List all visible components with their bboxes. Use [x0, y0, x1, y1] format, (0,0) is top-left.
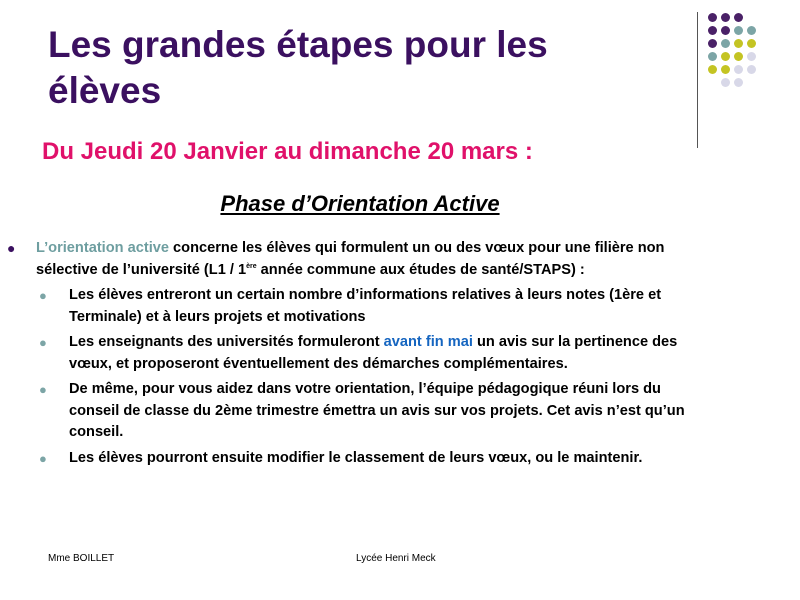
- footer-school: Lycée Henri Meck: [356, 553, 436, 564]
- decorative-dot: [721, 13, 730, 22]
- sub-bullet-text: Les enseignants des universités formuleront: [69, 334, 384, 350]
- decorative-dot: [721, 65, 730, 74]
- decorative-dot-grid: [708, 12, 788, 132]
- slide-body: [0, 238, 800, 469]
- decorative-dot: [721, 26, 730, 35]
- sub-bullet-2: [39, 332, 703, 375]
- bullet-dot-icon: ●: [39, 288, 47, 303]
- slide-subtitle: Du Jeudi 20 Janvier au dimanche 20 mars :: [42, 138, 533, 165]
- main-bullet-text: concerne les élèves qui formulent un ou des vœux pour une filière non sélective de l’université (L1 / 1: [36, 240, 665, 278]
- decorative-dot: [721, 52, 730, 61]
- decorative-dot: [747, 39, 756, 48]
- decorative-dot: [734, 65, 743, 74]
- deadline-highlight: avant fin mai: [383, 334, 473, 350]
- decorative-dot: [721, 78, 730, 87]
- sub-bullet-text: Les élèves pourront ensuite modifier le classement de leurs vœux, ou le maintenir.: [69, 449, 643, 466]
- decorative-dot: [747, 26, 756, 35]
- slide-title: Les grandes étapes pour les élèves: [48, 24, 548, 111]
- footer-author: Mme BOILLET: [48, 553, 115, 564]
- decorative-dot: [708, 52, 717, 61]
- decorative-dot: [734, 78, 743, 87]
- decorative-dot: [747, 65, 756, 74]
- sub-bullet-3: [39, 379, 703, 444]
- main-bullet-text-end: année commune aux études de santé/STAPS) :: [256, 261, 585, 278]
- decorative-dot: [721, 39, 730, 48]
- sub-bullet-text: Les élèves entreront un certain nombre d’informations relatives à leurs notes (1ère et Terminale) et à leurs projets et motivations: [69, 287, 662, 325]
- decorative-dot: [708, 13, 717, 22]
- bullet-dot-icon: ●: [7, 240, 16, 256]
- ordinal-superscript: ère: [246, 262, 257, 270]
- phase-heading: Phase d’Orientation Active: [220, 191, 500, 216]
- decorative-dot: [708, 65, 717, 74]
- main-bullet: [7, 238, 706, 281]
- bullet-dot-icon: ●: [39, 382, 47, 397]
- bullet-dot-icon: ●: [39, 335, 47, 350]
- decorative-dot: [747, 52, 756, 61]
- decorative-dot: [734, 52, 743, 61]
- decorative-dot: [734, 13, 743, 22]
- sub-bullet-text: De même, pour vous aidez dans votre orientation, l’équipe pédagogique réuni lors du conseil de classe du 2ème trimestre émettra un avis sur vos projets. Cet avis n’est qu’un conseil.: [69, 381, 685, 440]
- decorative-divider: [697, 12, 698, 148]
- sub-bullet-4: [39, 448, 703, 470]
- sub-bullet-1: [39, 285, 703, 328]
- decorative-dot: [734, 39, 743, 48]
- decorative-dot: [734, 26, 743, 35]
- decorative-dot: [708, 26, 717, 35]
- decorative-dot: [708, 39, 717, 48]
- sub-bullet-text-end: un avis sur la pertinence des vœux, et proposeront éventuellement des démarches complémentaires.: [69, 334, 678, 372]
- bullet-dot-icon: ●: [39, 450, 47, 466]
- orientation-active-highlight: L’orientation active: [36, 240, 169, 256]
